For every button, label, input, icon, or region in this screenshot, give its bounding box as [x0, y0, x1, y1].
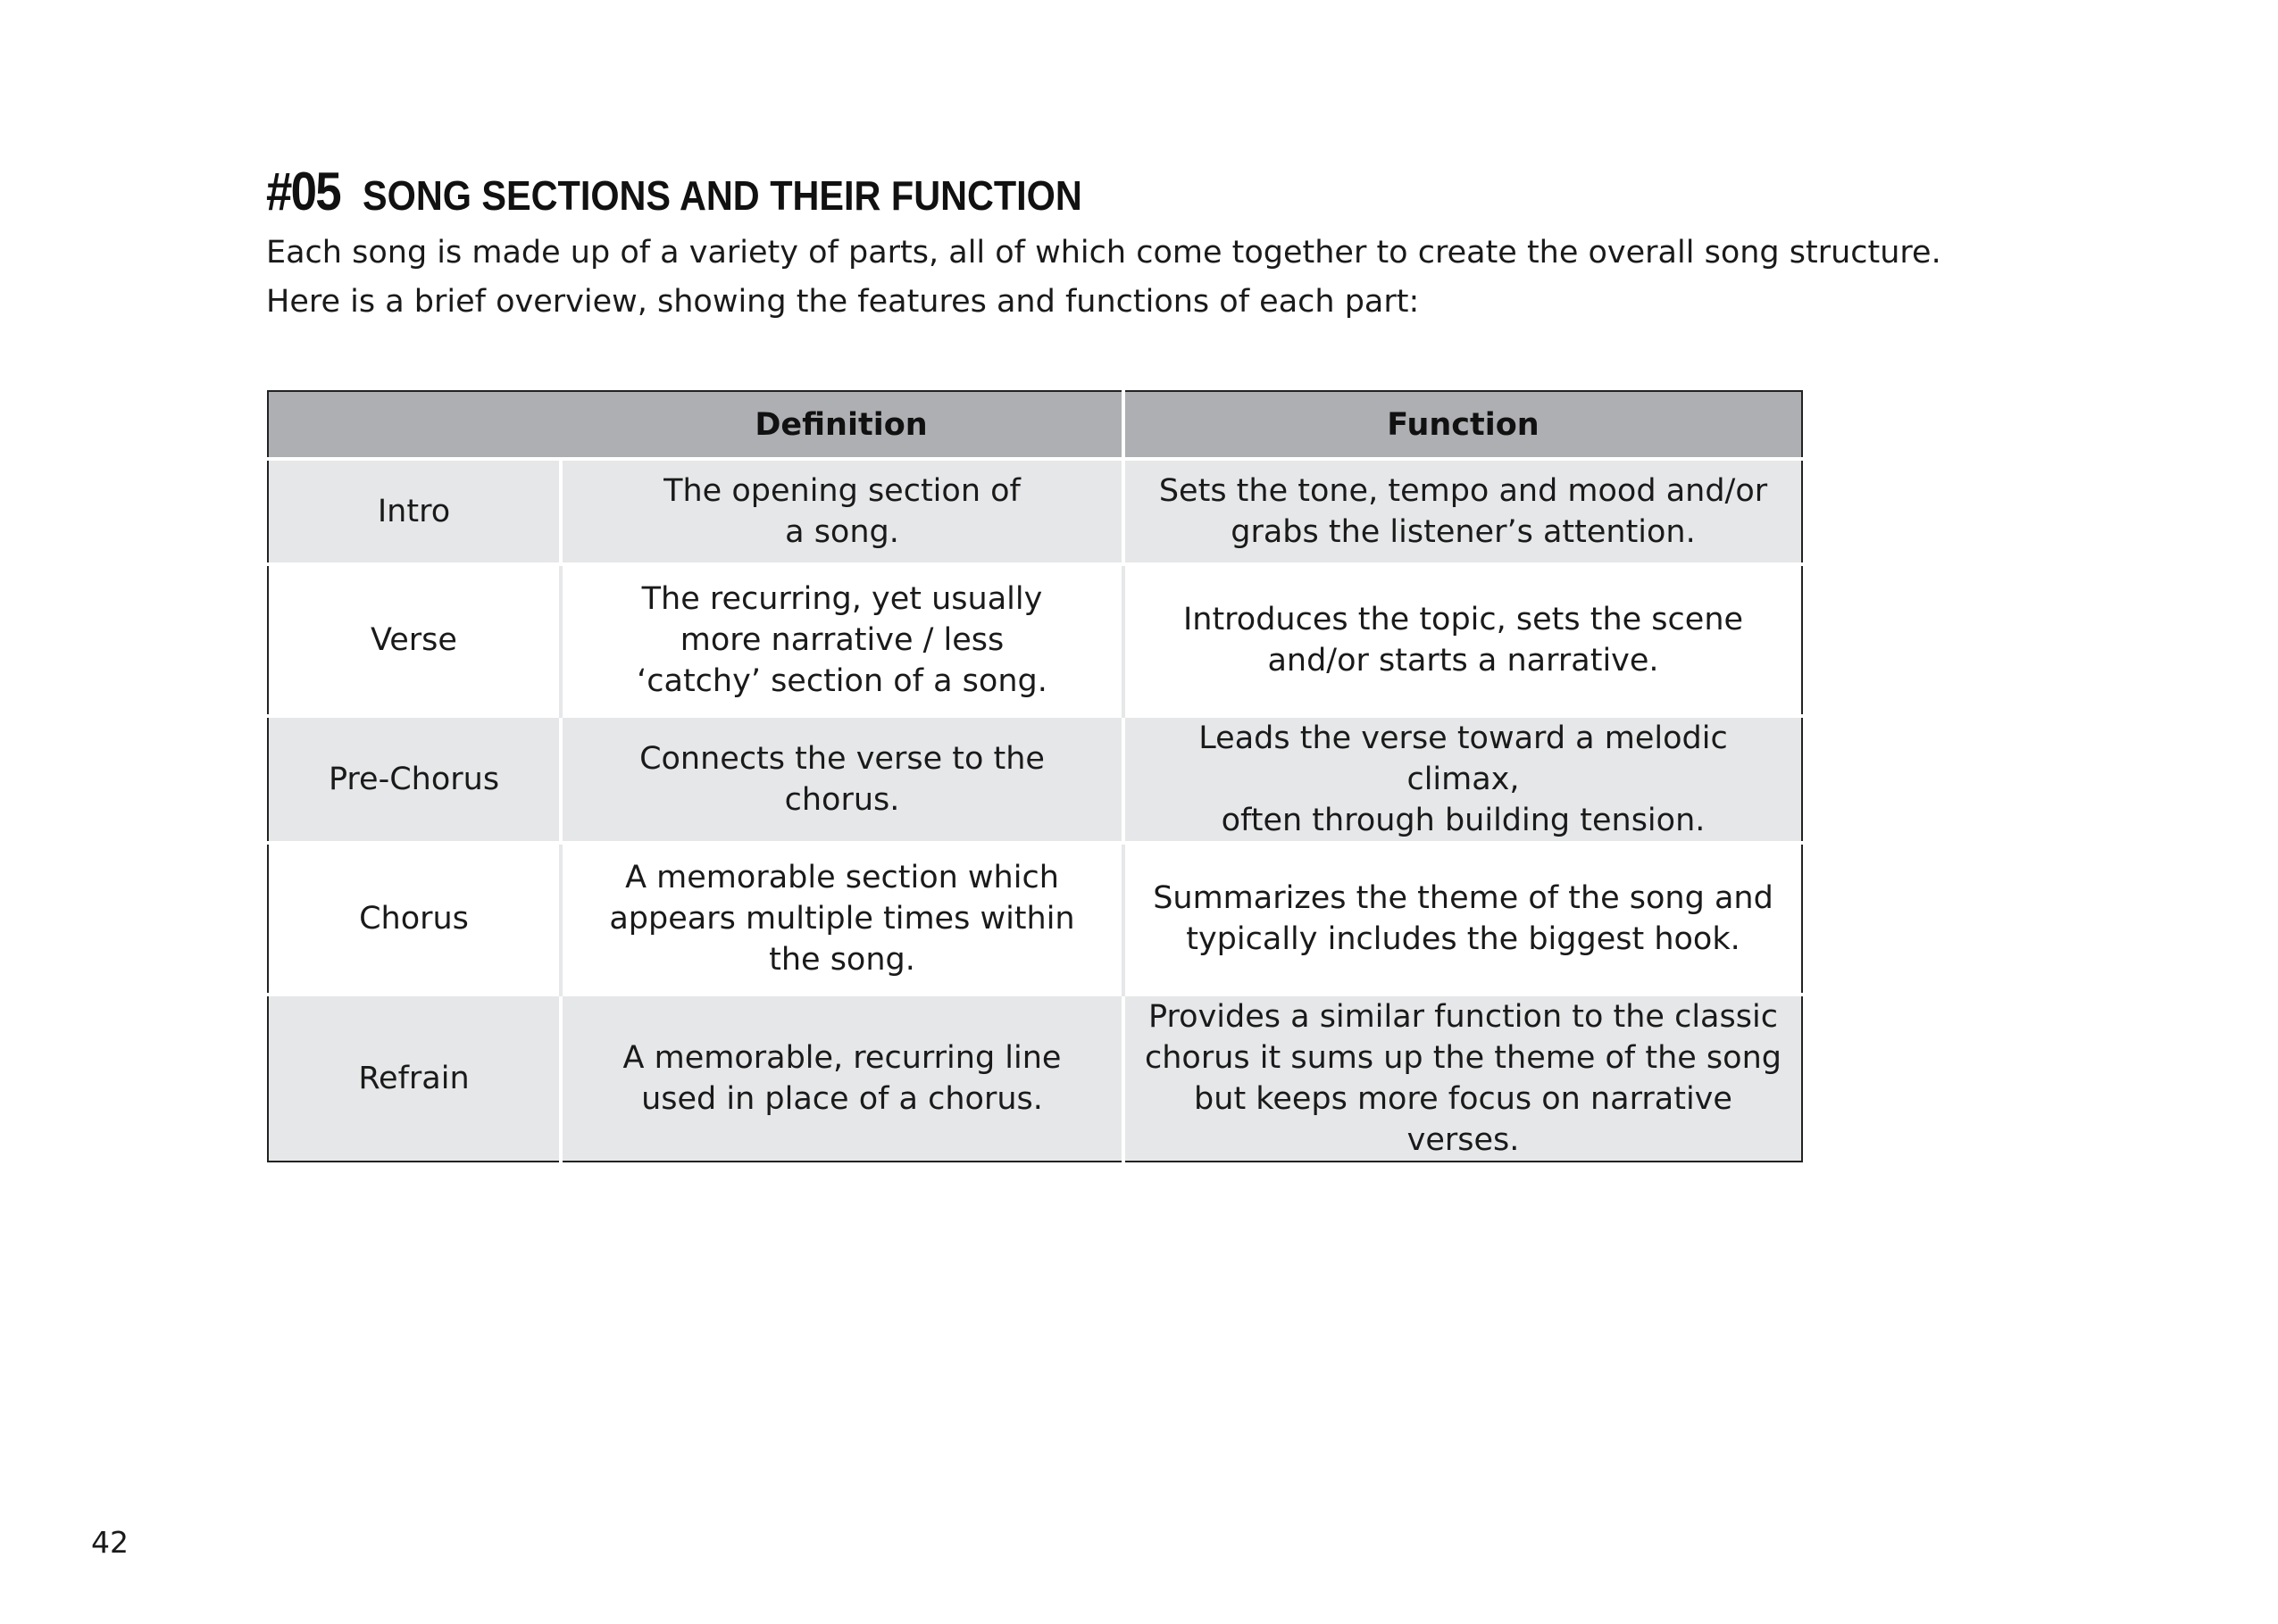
section-title: SONG SECTIONS AND THEIR FUNCTION: [363, 172, 1082, 219]
row-section: Pre-Chorus: [268, 716, 561, 843]
row-section: Intro: [268, 459, 561, 564]
page-number: 42: [91, 1525, 129, 1560]
row-definition: A memorable section which appears multiple times within the song.: [561, 843, 1123, 995]
row-section: Refrain: [268, 995, 561, 1162]
table-row: [268, 995, 1802, 1162]
row-function: Provides a similar function to the classic chorus it sums up the theme of the song but keeps more focus on narrative verses.: [1145, 999, 1782, 1158]
row-section: Verse: [268, 564, 561, 716]
intro-paragraph: [266, 229, 1941, 327]
row-function: Summarizes the theme of the song and typically includes the biggest hook.: [1153, 880, 1773, 957]
section-number: #05: [266, 162, 340, 221]
row-definition: A memorable, recurring line used in place of a chorus.: [561, 995, 1123, 1162]
row-function: Leads the verse toward a melodic climax, often through building tension.: [1198, 720, 1728, 838]
page-heading: [266, 161, 1162, 222]
table-row: [268, 564, 1802, 716]
header-section: [268, 391, 561, 459]
table-header-row: [268, 391, 1802, 459]
header-function: Function: [1387, 406, 1540, 443]
intro-line-1: Each song is made up of a variety of parts, all of which come together to create the overall song structure.: [266, 235, 1941, 271]
table-row: [268, 843, 1802, 995]
table-row: [268, 459, 1802, 564]
row-definition: Connects the verse to the chorus.: [561, 716, 1123, 843]
row-section: Chorus: [268, 843, 561, 995]
row-definition: The opening section of a song.: [561, 459, 1123, 564]
row-function: Sets the tone, tempo and mood and/or grabs the listener’s attention.: [1158, 473, 1768, 550]
song-sections-table: [267, 390, 1803, 1162]
row-definition: The recurring, yet usually more narrative / less ‘catchy’ section of a song.: [561, 564, 1123, 716]
row-function: Introduces the topic, sets the scene and/or starts a narrative.: [1182, 602, 1744, 679]
table-row: [268, 716, 1802, 843]
header-definition: Definition: [561, 391, 1123, 459]
intro-line-2: Here is a brief overview, showing the features and functions of each part:: [266, 284, 1420, 320]
